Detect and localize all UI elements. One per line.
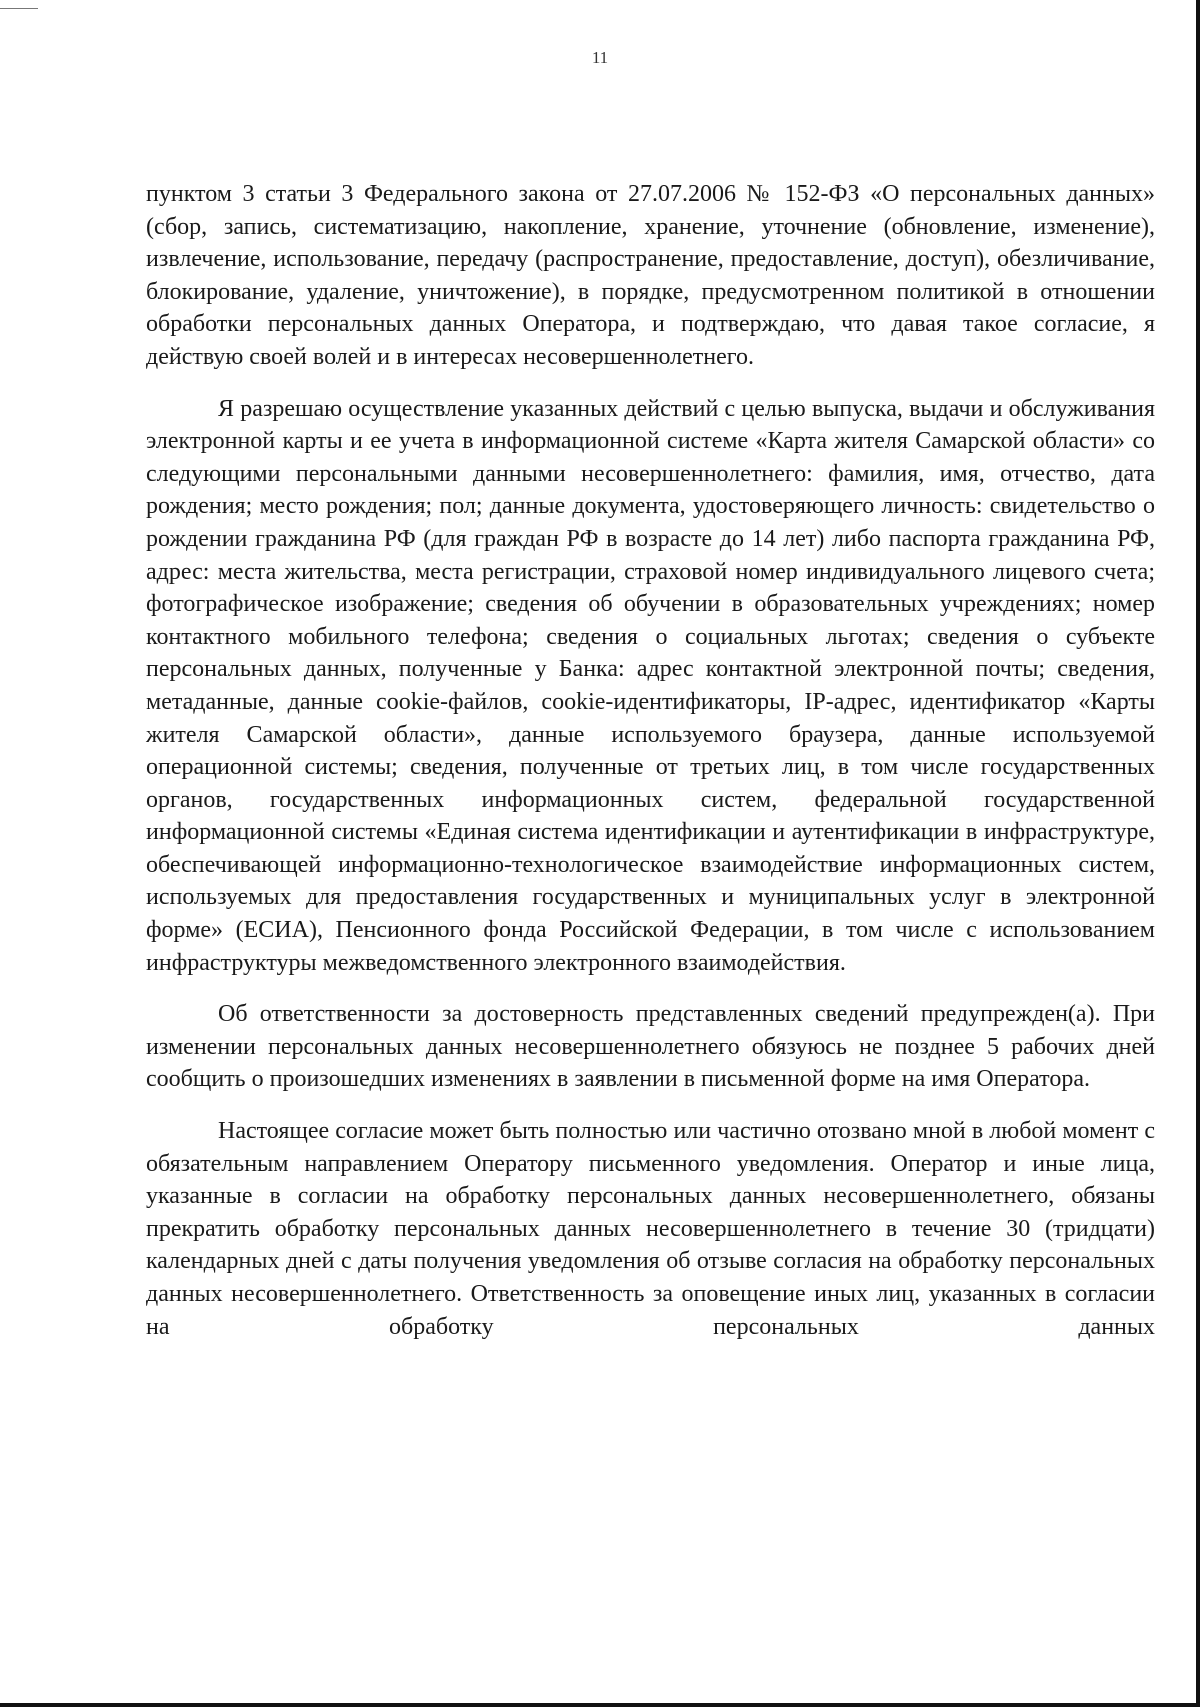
paragraph-responsibility: Об ответственности за достоверность представленных сведений предупрежден(а). При изменении персональных данных несовершеннолетнего обязуюсь не позднее 5 рабочих дней сообщить о произошедших изменениях в заявлении в письменной форме на имя Оператора. bbox=[146, 1001, 1155, 1093]
scan-border-right bbox=[1196, 0, 1200, 1707]
scan-border-bottom bbox=[0, 1703, 1200, 1707]
scan-edge-mark bbox=[0, 8, 38, 9]
paragraph-permitted-data: Я разрешаю осуществление указанных действий с целью выпуска, выдачи и обслуживания электронной карты и ее учета в информационной системе «Карта жителя Самарской области» со следующими персональными данными несовершеннолетнего: фамилия, имя, отчество, дата рождения; место рождения; пол; данные документа, удостоверяющего личность: свидетельство о рождении гражданина РФ (для граждан РФ в возрасте до 14 лет) либо паспорта гражданина РФ, адрес: места жительства, места регистрации, страховой номер индивидуального лицевого счета; фотографическое изображение; сведения об обучении в образовательных учреждениях; номер контактного мобильного телефона; сведения о социальных льготах; сведения о субъекте персональных данных, полученные у Банка: адрес контактной электронной почты; сведения, метаданные, данные cookie-файлов, cookie-идентификаторы, IP-адрес, идентификатор «Карты жителя Самарской области», данные используемого браузера, данные используемой операционной системы; сведения, полученные от третьих лиц, в том числе государственных органов, государственных информационных систем, федеральной государственной информационной системы «Единая система идентификации и аутентификации в инфраструктуре, обеспечивающей информационно-технологическое взаимодействие информационных систем, используемых для предоставления государственных и муниципальных услуг в электронной форме» (ЕСИА), Пенсионного фонда Российской Федерации, в том числе с использованием инфраструктуры межведомственного электронного взаимодействия. bbox=[146, 395, 1155, 976]
paragraph-consent-actions: пунктом 3 статьи 3 Федерального закона от 27.07.2006 № 152-ФЗ «О персональных данных» (сбор, запись, систематизацию, накопление, хранение, уточнение (обновление, изменение), извлечение, использование, передачу (распространение, предоставление, доступ), обезличивание, блокирование, удаление, уничтожение), в порядке, предусмотренном политикой в отношении обработки персональных данных Оператора, и подтверждаю, что давая такое согласие, я действую своей волей и в интересах несовершеннолетнего. bbox=[146, 181, 1155, 370]
paragraph-withdrawal: Настоящее согласие может быть полностью или частично отозвано мной в любой момент с обязательным направлением Оператору письменного уведомления. Оператор и иные лица, указанные в согласии на обработку персональных данных несовершеннолетнего, обязаны прекратить обработку персональных данных несовершеннолетнего в течение 30 (тридцати) календарных дней с даты получения уведомления об отзыве согласия на обработку персональных данных несовершеннолетнего. Ответственность за оповещение иных лиц, указанных в согласии на обработку персональных данных bbox=[146, 1118, 1155, 1340]
page-number: 11 bbox=[591, 48, 609, 67]
document-body bbox=[146, 178, 1155, 1343]
